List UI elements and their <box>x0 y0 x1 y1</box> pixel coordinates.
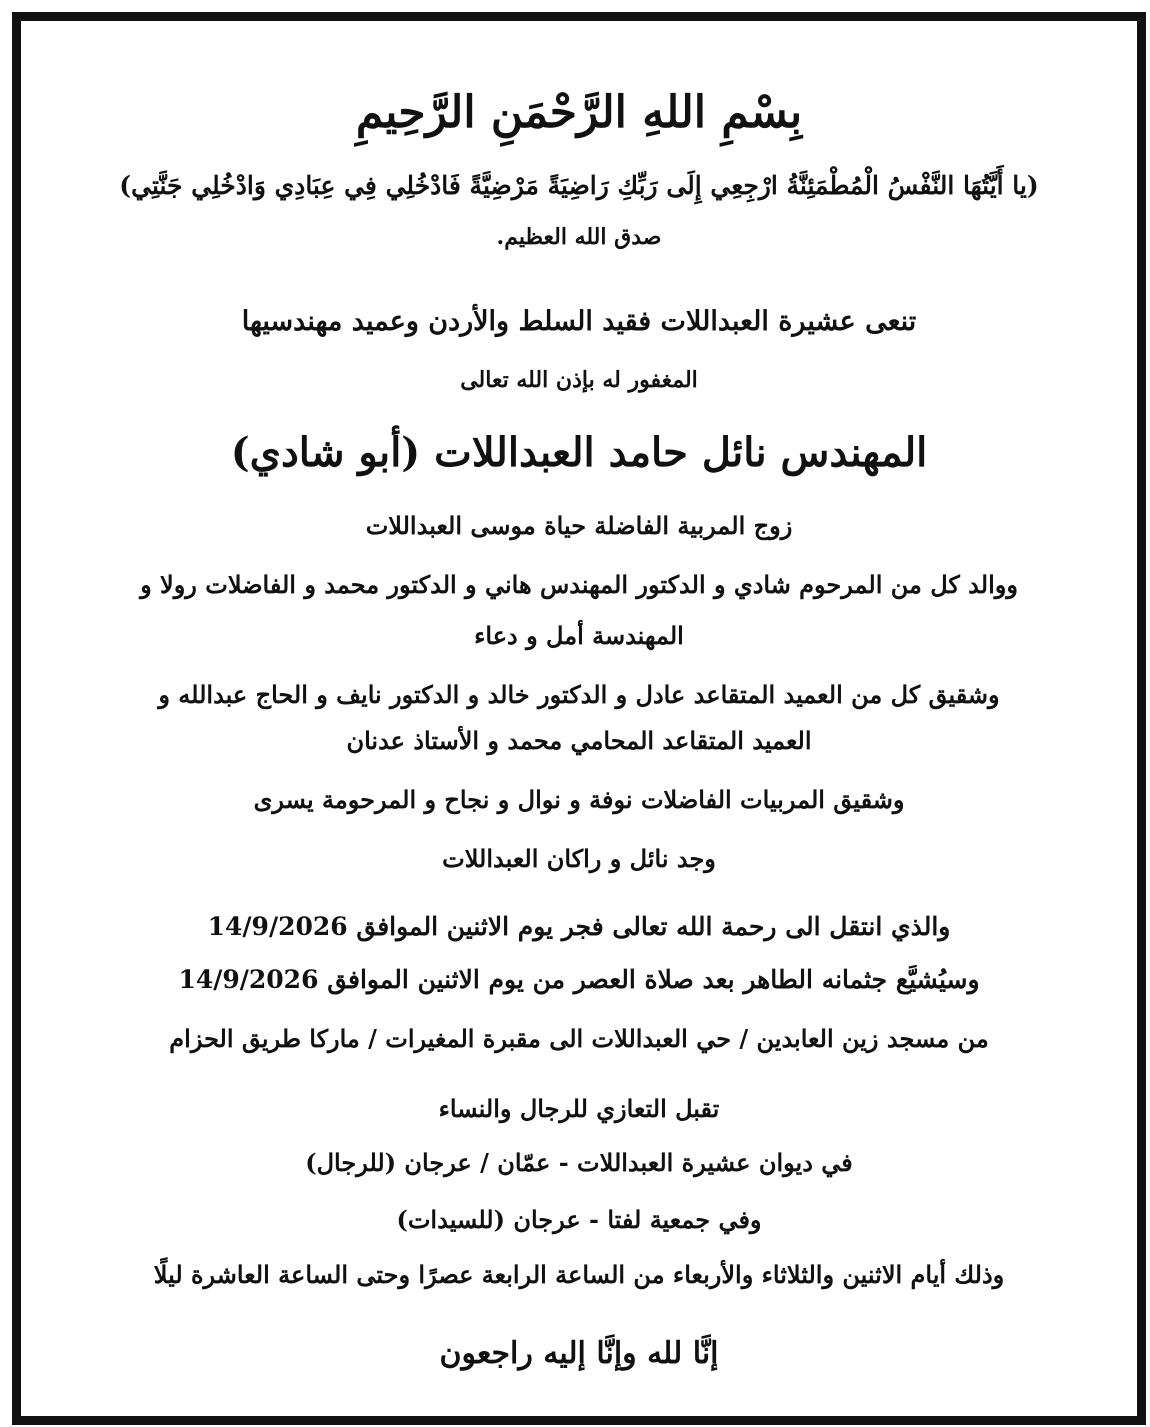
death-date: 14/9/2026 <box>207 912 348 941</box>
funeral-date: 14/9/2026 <box>178 965 319 994</box>
grandchildren-line: وجد نائل و راكان العبداللات <box>442 844 716 873</box>
quran-verse: (يا أَيَّتُهَا النَّفْسُ الْمُطْمَئِنَّةُ ارْجِعِي إِلَى رَبِّكِ رَاضِيَةً مَرْضِيَّةً فَادْخُلِي فِي عِبَادِي وَادْخُلِي جَنَّتِي) <box>119 171 1039 200</box>
sadaq-line: صدق الله العظيم. <box>496 224 662 250</box>
wife-line: زوج المربية الفاضلة حياة موسى العبداللات <box>365 511 793 540</box>
sisters-line: وشقيق المربيات الفاضلات نوفة و نوال و نجاح و المرحومة يسرى <box>253 785 905 814</box>
basmala-heading: بِسْمِ اللهِ الرَّحْمَنِ الرَّحِيمِ <box>355 87 803 138</box>
funeral-route: من مسجد زين العابدين / حي العبداللات الى مقبرة المغيرات / ماركا طريق الحزام <box>169 1024 989 1053</box>
condolences-days: وذلك أيام الاثنين والثلاثاء والأربعاء من الساعة الرابعة عصرًا وحتى الساعة العاشرة ليلًا <box>153 1260 1005 1289</box>
maghfour-line: المغفور له بإذن الله تعالى <box>460 367 698 393</box>
brothers-line-2: العميد المتقاعد المحامي محمد و الأستاذ عدنان <box>346 726 812 755</box>
mourning-announcement: تنعى عشيرة العبداللات فقيد السلط والأردن وعميد مهندسيها <box>241 306 917 337</box>
condolences-men: في ديوان عشيرة العبداللات - عمّان / عرجان (للرجال) <box>305 1148 853 1177</box>
closing-phrase: إنَّا لله وإنَّا إليه راجعون <box>439 1336 719 1371</box>
death-date-line <box>61 914 1097 939</box>
condolences-women: وفي جمعية لفتا - عرجان (للسيدات) <box>396 1205 762 1234</box>
death-text: والذي انتقل الى رحمة الله تعالى فجر يوم الاثنين الموافق <box>356 912 951 941</box>
children-line-1: ووالد كل من المرحوم شادي و الدكتور المهندس هاني و الدكتور محمد و الفاضلات رولا و <box>140 570 1018 599</box>
funeral-line <box>61 967 1097 992</box>
deceased-name: المهندس نائل حامد العبداللات (أبو شادي) <box>230 429 928 476</box>
children-line-2: المهندسة أمل و دعاء <box>474 621 684 650</box>
obituary-content <box>21 21 1137 1416</box>
obituary-frame <box>12 12 1146 1425</box>
brothers-line-1: وشقيق كل من العميد المتقاعد عادل و الدكتور خالد و الدكتور نايف و الحاج عبدالله و <box>158 680 1000 709</box>
funeral-text: وسيُشيَّع جثمانه الطاهر بعد صلاة العصر من يوم الاثنين الموافق <box>327 965 980 994</box>
condolences-title: تقبل التعازي للرجال والنساء <box>438 1094 720 1123</box>
